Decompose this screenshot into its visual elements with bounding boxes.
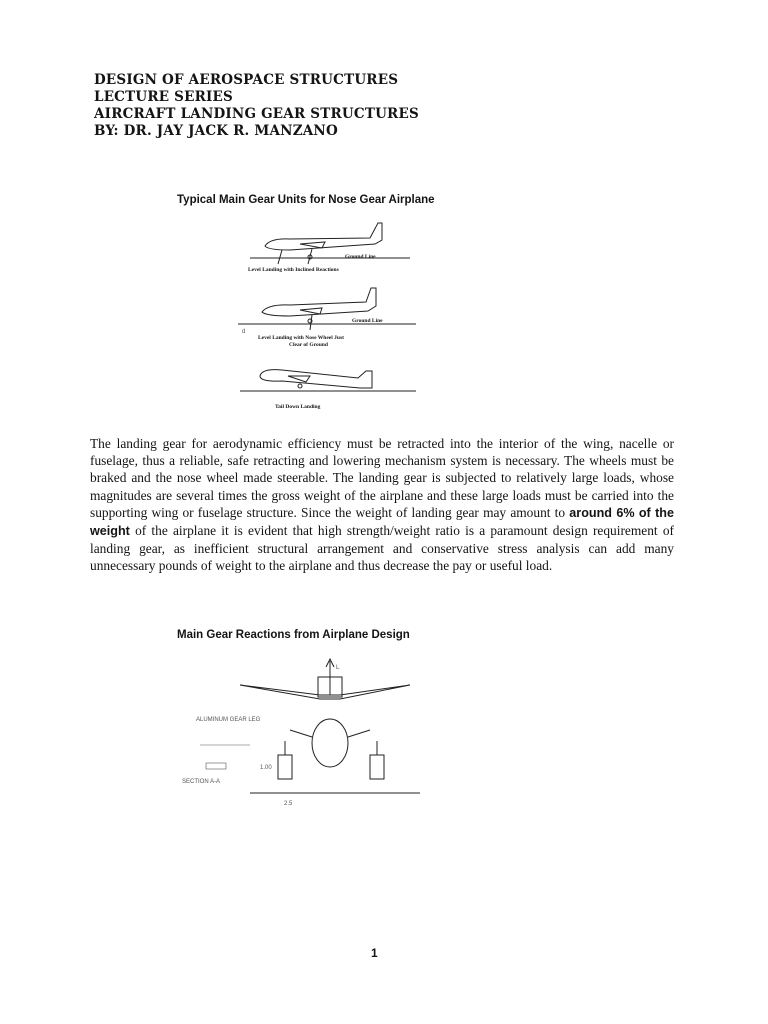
header-course-title: DESIGN OF AEROSPACE STRUCTURES — [94, 72, 399, 88]
gear-reactions-sketch — [180, 655, 440, 825]
body-text-part1: The landing gear for aerodynamic efficiency must be retracted into the interior of the wing, nacelle or fuselage, thus a reliable, safe retracting and lowering mechanism system is necessary. The wheels must be braked and the nose wheel made steerable. The landing gear is subjected to relatively large loads, whose magnitudes are several times the gross weight of the airplane and these large loads must be carried into the supporting wing or fuselage structure. Since the weight of landing gear may amount to — [90, 436, 674, 520]
ground-line-label-1: Ground Line — [345, 254, 376, 260]
page-number: 1 — [371, 946, 378, 960]
nose-clear-label-line1: Level Landing with Nose Wheel Just — [258, 335, 344, 341]
figure1-caption: Typical Main Gear Units for Nose Gear Airplane — [177, 194, 435, 206]
airplane-nose-clear-drawing — [238, 288, 416, 335]
nose-clear-label-line2: Clear of Ground — [289, 342, 328, 348]
dimension-label-1: 1.00 — [260, 765, 272, 771]
landing-attitudes-figure — [230, 218, 420, 418]
dimension-label-2: 2.5 — [284, 801, 293, 807]
section-label: SECTION A-A — [182, 779, 221, 785]
level-landing-label: Level Landing with Inclined Reactions — [248, 267, 339, 273]
body-text-emphasis: around 6% of the weight — [90, 505, 674, 539]
airplane-tail-down-drawing — [240, 370, 416, 391]
airplane-level-landing-drawing — [250, 223, 410, 264]
lift-label: L — [336, 665, 340, 671]
tail-down-label: Tail Down Landing — [275, 404, 321, 410]
svg-text:d: d — [242, 329, 246, 335]
gear-leg-label: ALUMINUM GEAR LEG — [196, 717, 261, 723]
header-series: LECTURE SERIES — [94, 89, 233, 105]
ground-line-label-2: Ground Line — [352, 318, 383, 324]
document-header — [94, 72, 419, 140]
body-text-part2: of the airplane it is evident that high strength/weight ratio is a paramount design requirement of landing gear, as inefficient structural arrangement and conservative stress analysis can add many unnecessary pounds of weight to the airplane and thus decrease the pay or useful load. — [90, 523, 674, 574]
body-paragraph — [90, 435, 674, 575]
figure2-caption: Main Gear Reactions from Airplane Design — [177, 629, 410, 641]
header-author: BY: DR. JAY JACK R. MANZANO — [94, 123, 338, 139]
header-topic: AIRCRAFT LANDING GEAR STRUCTURES — [94, 106, 419, 122]
